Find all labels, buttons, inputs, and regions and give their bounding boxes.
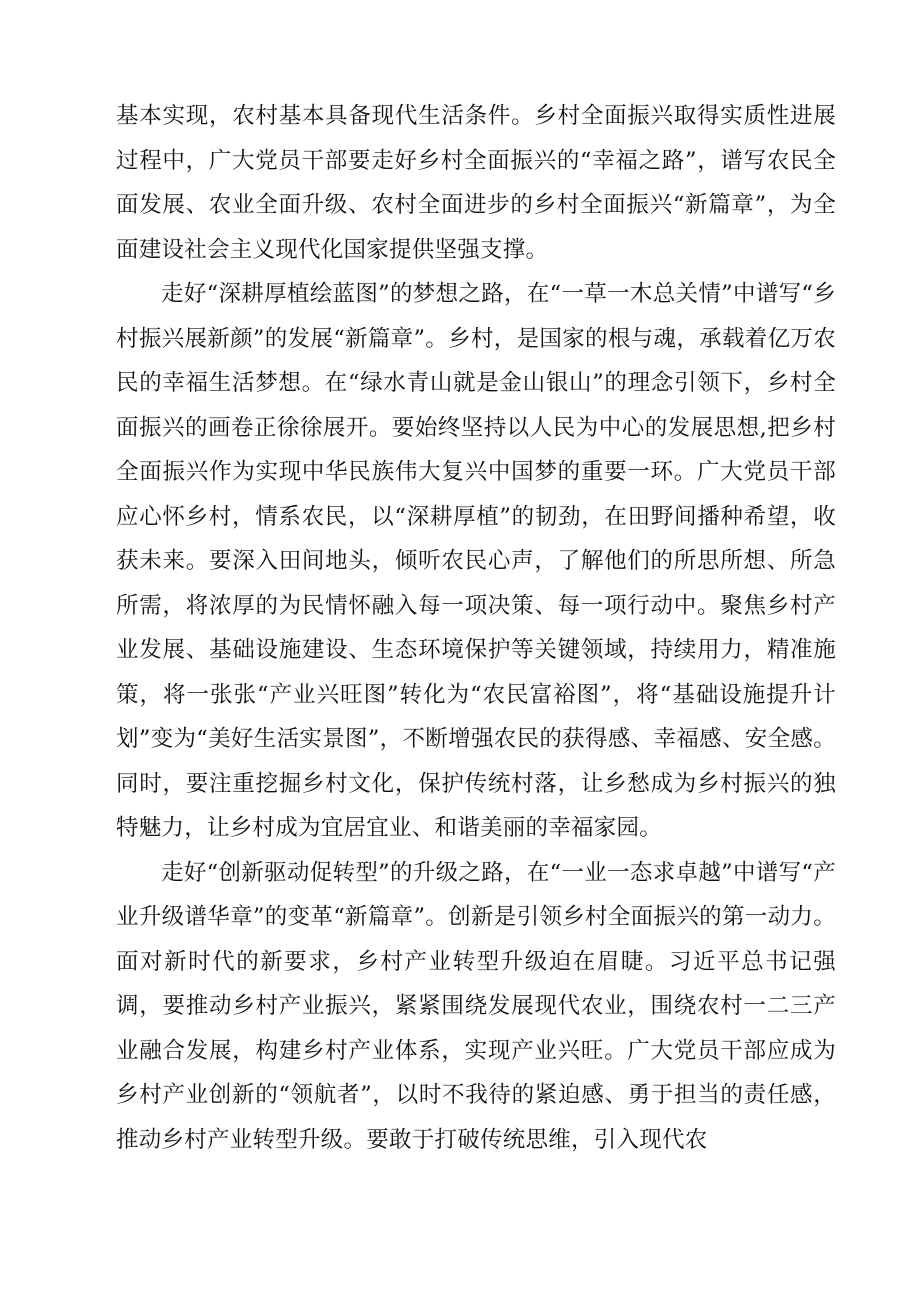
paragraph-2: 走好“深耕厚植绘蓝图”的梦想之路，在“一草一木总关情”中谱写“乡村振兴展新颜”的发展“新篇章”。乡村，是国家的根与魂，承载着亿万农民的幸福生活梦想。在“绿水青山就是金山银山”的理念引领下，乡村全面振兴的画卷正徐徐展开。要始终坚持以人民为中心的发展思想,把乡村全面振兴作为实现中华民族伟大复兴中国梦的重要一环。广大党员干部应心怀乡村，情系农民，以“深耕厚植”的韧劲，在田野间播种希望，收获未来。要深入田间地头，倾听农民心声，了解他们的所思所想、所急所需，将浓厚的为民情怀融入每一项决策、每一项行动中。聚焦乡村产业发展、基础设施建设、生态环境保护等关键领域，持续用力，精准施策，将一张张“产业兴旺图”转化为“农民富裕图”，将“基础设施提升计划”变为“美好生活实景图”，不断增强农民的获得感、幸福感、安全感。同时，要注重挖掘乡村文化，保护传统村落，让乡愁成为乡村振兴的独特魅力，让乡村成为宜居宜业、和谐美丽的幸福家园。: [116, 281, 836, 841]
body-text: [116, 94, 836, 1162]
paragraph-3: 走好“创新驱动促转型”的升级之路，在“一业一态求卓越”中谱写“产业升级谱华章”的变革“新篇章”。创新是引领乡村全面振兴的第一动力。面对新时代的新要求，乡村产业转型升级迫在眉睫。习近平总书记强调，要推动乡村产业振兴，紧紧围绕发展现代农业，围绕农村一二三产业融合发展，构建乡村产业体系，实现产业兴旺。广大党员干部应成为乡村产业创新的“领航者”，以时不我待的紧迫感、勇于担当的责任感，推动乡村产业转型升级。要敢于打破传统思维，引入现代农: [116, 859, 836, 1153]
paragraph-1: 基本实现，农村基本具备现代生活条件。乡村全面振兴取得实质性进展过程中，广大党员干部要走好乡村全面振兴的“幸福之路”，谱写农民全面发展、农业全面升级、农村全面进步的乡村全面振兴“新篇章”，为全面建设社会主义现代化国家提供坚强支撑。: [116, 103, 836, 263]
